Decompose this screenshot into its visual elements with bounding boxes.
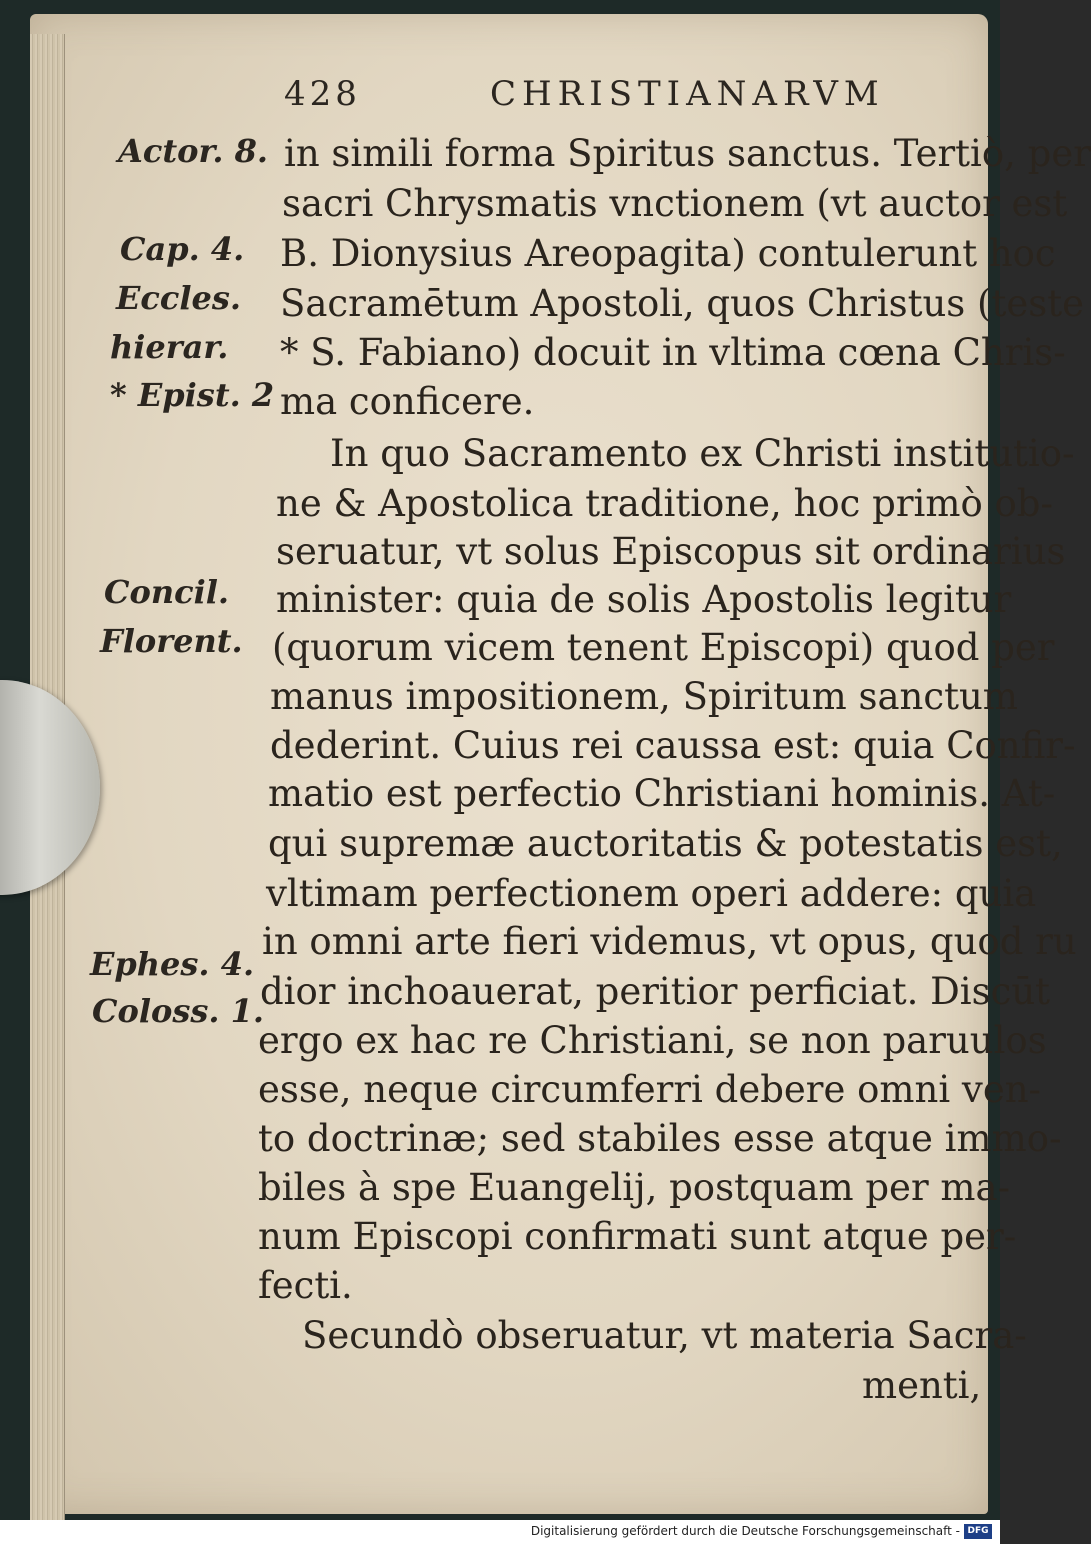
text-line: ma conficere.: [280, 380, 535, 423]
margin-note: Actor. 8.: [118, 132, 269, 170]
text-line: in simili forma Spiritus sanctus. Tertiò, per: [284, 132, 1091, 175]
text-line: * S. Fabiano) docuit in vltima cœna Chris-: [280, 331, 1066, 374]
text-line: sacri Chrysmatis vnctionem (vt auctor est: [282, 182, 1068, 225]
margin-notes: [0, 0, 280, 1500]
text-line: manus impositionem, Spiritum sanctum: [270, 675, 1018, 718]
margin-note: * Epist. 2: [110, 376, 275, 414]
dfg-logo-icon: DFG: [964, 1524, 992, 1539]
text-line: in omni arte fieri videmus, vt opus, quod ru: [262, 920, 1077, 963]
margin-note: Ephes. 4.: [90, 945, 255, 983]
text-line: num Episcopi confirmati sunt atque per-: [258, 1215, 1017, 1258]
text-line: In quo Sacramento ex Christi institutio-: [330, 432, 1075, 475]
text-line: (quorum vicem tenent Episcopi) quod per: [272, 626, 1055, 669]
margin-note: Eccles.: [116, 279, 242, 317]
text-line: dederint. Cuius rei caussa est: quia Confir-: [270, 724, 1076, 767]
text-line: esse, neque circumferri debere omni ven-: [258, 1068, 1042, 1111]
text-line: minister: quia de solis Apostolis legitur: [276, 578, 1012, 621]
text-line: dior inchoauerat, peritior perficiat. Discūt: [260, 970, 1051, 1013]
text-line: biles à spe Euangelij, postquam per ma-: [258, 1166, 1011, 1209]
text-line: vltimam perfectionem operi addere: quia: [266, 872, 1037, 915]
page-number: 428: [284, 74, 361, 114]
text-line: ne & Apostolica traditione, hoc primò ob-: [276, 482, 1053, 525]
margin-note: hierar.: [110, 328, 229, 366]
text-line: qui supremæ auctoritatis & potestatis est,: [268, 822, 1063, 865]
text-line: ergo ex hac re Christiani, se non paruulos: [258, 1019, 1047, 1062]
text-line: matio est perfectio Christiani hominis. At-: [268, 772, 1056, 815]
text-line: Sacramētum Apostoli, quos Christus (teste: [280, 282, 1084, 325]
text-line: fecti.: [258, 1264, 353, 1307]
footer-credit: Digitalisierung gefördert durch die Deutsche Forschungsgemeinschaft -: [530, 1524, 960, 1538]
margin-note: Coloss. 1.: [92, 992, 265, 1030]
text-line: B. Dionysius Areopagita) contulerunt hoc: [280, 232, 1056, 275]
margin-note: Cap. 4.: [120, 230, 245, 268]
margin-note: Concil.: [104, 573, 230, 611]
footer-bar: [0, 1520, 1000, 1544]
running-title: CHRISTIANARVM: [490, 74, 885, 114]
text-line: seruatur, vt solus Episcopus sit ordinarius: [276, 530, 1066, 573]
margin-note: Florent.: [100, 622, 243, 660]
text-line: menti,: [862, 1364, 982, 1407]
text-line: to doctrinæ; sed stabiles esse atque immo-: [258, 1117, 1062, 1160]
text-line: Secundò obseruatur, vt materia Sacra-: [302, 1314, 1027, 1357]
